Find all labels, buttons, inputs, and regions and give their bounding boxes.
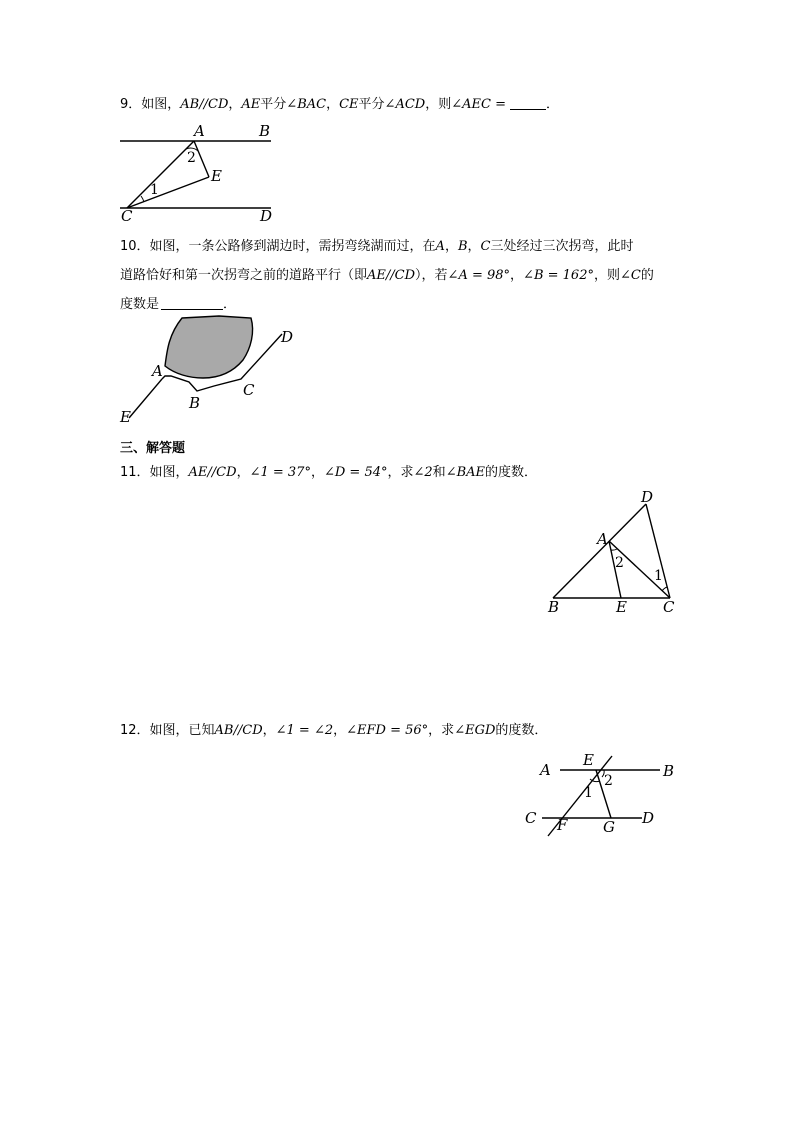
section-heading: 三、解答题: [120, 441, 186, 456]
question-12: 12．如图，已知AB//CD，∠1 = ∠2，∠EFD = 56°，求∠EGD的度数．: [120, 723, 548, 738]
q11-label-D: D: [641, 488, 654, 506]
q10-figure: [115, 312, 300, 427]
q11-label-A: A: [597, 530, 608, 548]
q10-label-A: A: [152, 362, 163, 380]
q12-label-A: A: [540, 761, 551, 779]
q10-label-D: D: [281, 328, 294, 346]
q10-label-E: E: [120, 408, 131, 426]
q12-label-D: D: [642, 809, 655, 827]
q9-label-D: D: [260, 207, 273, 225]
q9-label-B: B: [259, 122, 271, 140]
q12-angle-2: 2: [604, 773, 613, 789]
q9-angle-1: 1: [150, 182, 159, 198]
q9-figure: [115, 120, 280, 225]
q10-label-C: C: [243, 381, 255, 399]
q12-label-B: B: [663, 762, 675, 780]
q11-angle-1: 1: [654, 568, 663, 584]
q9-label-C: C: [121, 207, 133, 225]
q10-label-B: B: [189, 394, 201, 412]
q11-figure: [540, 488, 685, 616]
q9-number: 9．: [120, 97, 142, 112]
question-10: 10．如图，一条公路修到湖边时，需拐弯绕湖而过，在A，B，C三处经过三次拐弯，此时 道路恰好和第一次拐弯之前的道路平行（即AE//CD），若∠A = 98°，∠B = 162°，则∠C的 度数是 ．: [120, 239, 654, 312]
q12-label-C: C: [525, 809, 537, 827]
q11-label-B: B: [548, 598, 560, 616]
q9-label-E: E: [211, 167, 222, 185]
answer-blank[interactable]: [510, 95, 546, 110]
q11-label-C: C: [663, 598, 675, 616]
q12-label-E: E: [583, 751, 594, 769]
q9-label-A: A: [194, 122, 205, 140]
answer-blank[interactable]: [161, 295, 223, 310]
q9-angle-2: 2: [187, 150, 196, 166]
q12-angle-1: 1: [584, 785, 593, 801]
q11-label-E: E: [616, 598, 627, 616]
question-9: 9．如图，AB//CD，AE平分∠BAC，CE平分∠ACD，则∠AEC = ．: [120, 97, 559, 112]
q12-label-G: G: [603, 818, 615, 836]
q12-label-F: F: [557, 816, 568, 834]
q11-angle-2: 2: [615, 555, 624, 571]
lake-shape: [165, 316, 253, 378]
q12-figure: [520, 748, 690, 840]
question-11: 11．如图，AE//CD，∠1 = 37°，∠D = 54°，求∠2和∠BAE的度数．: [120, 465, 538, 480]
